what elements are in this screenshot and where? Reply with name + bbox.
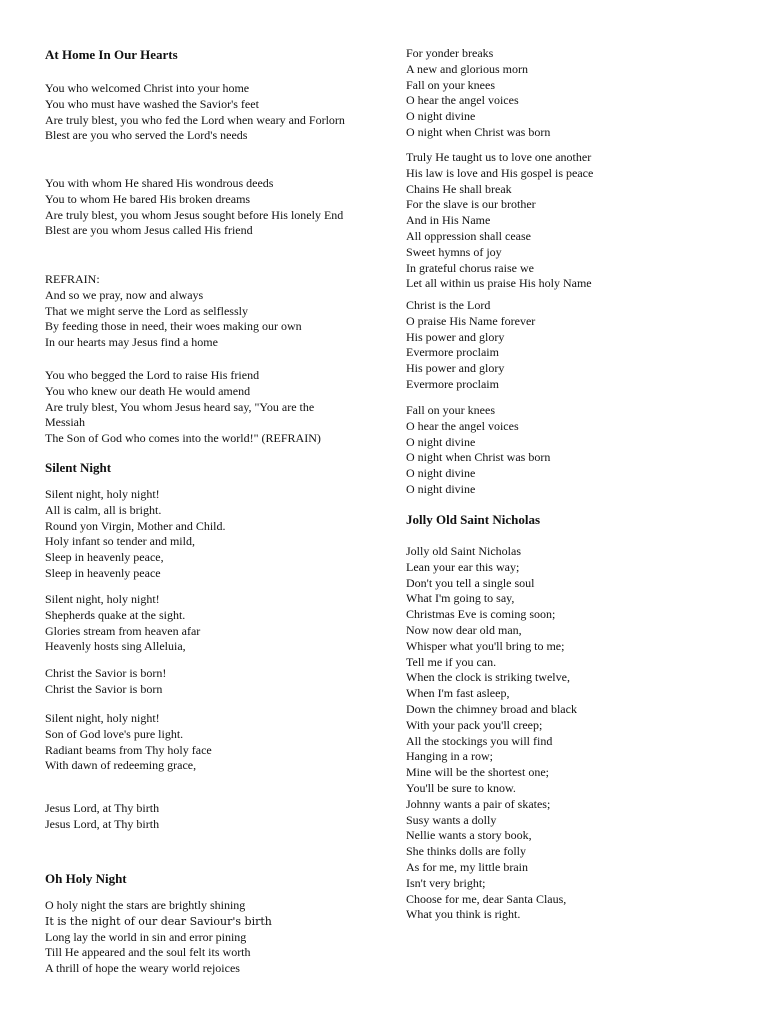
stanza: [45, 801, 345, 833]
lyric-line: Round yon Virgin, Mother and Child.: [45, 518, 226, 533]
lyric-line: Fall on your knees: [406, 403, 495, 417]
lyric-line: Tell me if you can.: [406, 654, 497, 669]
stanza: [406, 150, 726, 292]
lyric-line: O night divine: [406, 434, 476, 449]
lyric-line: Heavenly hosts sing Alleluia,: [45, 639, 186, 654]
lyric-line: O night divine: [406, 109, 476, 124]
stanza: [406, 298, 726, 393]
lyric-line: Sleep in heavenly peace,: [45, 550, 164, 565]
lyric-line: O hear the angel voices: [406, 418, 519, 433]
lyric-line: When I'm fast asleep,: [406, 686, 510, 701]
lyric-line: What I'm going to say,: [406, 591, 515, 606]
lyric-line: Silent night, holy night!: [45, 487, 160, 501]
lyric-line: His power and glory: [406, 329, 505, 344]
lyric-line: Choose for me, dear Santa Claus,: [406, 891, 567, 906]
lyric-line: A thrill of hope the weary world rejoices: [45, 961, 240, 976]
song-title-at-home: At Home In Our Hearts: [45, 47, 178, 62]
lyric-line: Radiant beams from Thy holy face: [45, 742, 212, 757]
lyric-line: In our hearts may Jesus find a home: [45, 335, 218, 350]
lyric-line: For the slave is our brother: [406, 197, 536, 212]
lyric-line: O night divine: [406, 466, 476, 481]
lyric-line: Are truly blest, you whom Jesus sought before His lonely End: [45, 207, 344, 222]
lyric-line: Son of God love's pure light.: [45, 726, 184, 741]
lyric-line: O night when Christ was born: [406, 124, 551, 139]
lyric-line: You to whom He bared His broken dreams: [45, 191, 251, 206]
lyric-line: Johnny wants a pair of skates;: [406, 796, 551, 811]
lyric-line: As for me, my little brain: [406, 859, 528, 874]
lyric-line: Fall on your knees: [406, 77, 495, 92]
lyric-line: You with whom He shared His wondrous deeds: [45, 176, 274, 190]
lyric-line: You who must have washed the Savior's feet: [45, 96, 259, 111]
stanza: [45, 81, 345, 144]
lyric-line: Are truly blest, you who fed the Lord when weary and Forlorn: [45, 112, 345, 127]
lyric-line: Susy wants a dolly: [406, 812, 497, 827]
lyric-line: That we might serve the Lord as selflessly: [45, 303, 248, 318]
lyric-line: All the stockings you will find: [406, 733, 553, 748]
lyric-line: Christ is the Lord: [406, 298, 491, 312]
stanza: [406, 46, 726, 141]
lyric-line: Silent night, holy night!: [45, 592, 160, 606]
lyric-line: And so we pray, now and always: [45, 287, 204, 302]
stanza: [45, 176, 345, 239]
lyric-line: Jolly old Saint Nicholas: [406, 544, 521, 558]
lyric-line: Evermore proclaim: [406, 345, 499, 360]
lyric-line: Christ the Savior is born: [45, 681, 163, 696]
lyric-line: The Son of God who comes into the world!" (REFRAIN): [45, 431, 321, 446]
lyric-line: His law is love and His gospel is peace: [406, 165, 594, 180]
stanza: [45, 272, 345, 351]
stanza: [45, 898, 345, 977]
song-title-oh-holy-night: Oh Holy Night: [45, 871, 127, 886]
lyric-line: You who welcomed Christ into your home: [45, 81, 250, 95]
lyric-line: Are truly blest, You whom Jesus heard say, "You are the Messiah: [45, 399, 315, 430]
lyric-line: Glories stream from heaven afar: [45, 623, 201, 638]
lyric-line: Silent night, holy night!: [45, 711, 160, 725]
lyric-line: Nellie wants a story book,: [406, 828, 532, 843]
stanza: [45, 487, 345, 582]
lyric-line: With dawn of redeeming grace,: [45, 758, 197, 773]
lyric-line: Let all within us praise His holy Name: [406, 276, 592, 291]
song-title-jolly-old-saint-nicholas: Jolly Old Saint Nicholas: [406, 512, 540, 527]
lyric-line: Mine will be the shortest one;: [406, 765, 549, 780]
lyric-line: Long lay the world in sin and error pining: [45, 929, 247, 944]
lyric-line: Blest are you whom Jesus called His friend: [45, 223, 253, 238]
lyric-line: Blest are you who served the Lord's needs: [45, 128, 248, 143]
lyric-line: For yonder breaks: [406, 46, 494, 60]
lyric-line: By feeding those in need, their woes making our own: [45, 319, 302, 334]
lyric-line: O night when Christ was born: [406, 450, 551, 465]
lyric-line: Holy infant so tender and mild,: [45, 534, 195, 549]
lyric-line: Till He appeared and the soul felt its worth: [45, 945, 251, 960]
lyric-line: Sweet hymns of joy: [406, 244, 502, 259]
stanza: [45, 368, 345, 447]
lyric-line: Lean your ear this way;: [406, 559, 520, 574]
stanza: [406, 544, 726, 923]
stanza: [45, 711, 345, 774]
lyric-line: Truly He taught us to love one another: [406, 150, 592, 164]
lyric-line: Chains He shall break: [406, 181, 512, 196]
lyric-line: It is the night of our dear Saviour's birth: [45, 914, 272, 928]
lyric-line: When the clock is striking twelve,: [406, 670, 570, 685]
lyric-line: Don't you tell a single soul: [406, 575, 535, 590]
lyric-line: Isn't very bright;: [406, 875, 486, 890]
lyric-line: All oppression shall cease: [406, 228, 531, 243]
lyric-line: O holy night the stars are brightly shining: [45, 898, 246, 912]
lyric-line: A new and glorious morn: [406, 61, 528, 76]
song-title-silent-night: Silent Night: [45, 460, 112, 475]
lyric-line: Sleep in heavenly peace: [45, 565, 161, 580]
lyric-line: Down the chimney broad and black: [406, 701, 577, 716]
lyric-line: All is calm, all is bright.: [45, 502, 162, 517]
lyric-line: You who knew our death He would amend: [45, 383, 251, 398]
lyric-line: You'll be sure to know.: [406, 780, 516, 795]
lyric-line: Jesus Lord, at Thy birth: [45, 816, 160, 831]
lyric-line: O hear the angel voices: [406, 93, 519, 108]
lyric-line: Christmas Eve is coming soon;: [406, 607, 556, 622]
lyric-line: O night divine: [406, 481, 476, 496]
lyric-line: Christ the Savior is born!: [45, 666, 167, 680]
lyric-line: You who begged the Lord to raise His friend: [45, 368, 260, 382]
lyric-line: Jesus Lord, at Thy birth: [45, 801, 160, 815]
lyric-line: REFRAIN:: [45, 272, 100, 286]
stanza: [45, 666, 345, 698]
stanza: [45, 592, 345, 655]
lyric-line: Now now dear old man,: [406, 622, 522, 637]
lyric-line: In grateful chorus raise we: [406, 260, 534, 275]
lyric-line: Shepherds quake at the sight.: [45, 607, 186, 622]
lyric-line: O praise His Name forever: [406, 313, 536, 328]
lyric-line: She thinks dolls are folly: [406, 844, 526, 859]
lyric-line: Whisper what you'll bring to me;: [406, 638, 565, 653]
stanza: [406, 403, 726, 498]
lyric-line: With your pack you'll creep;: [406, 717, 543, 732]
lyric-line: What you think is right.: [406, 907, 521, 922]
lyric-line: Hanging in a row;: [406, 749, 493, 764]
lyric-line: His power and glory: [406, 361, 505, 376]
lyric-line: Evermore proclaim: [406, 376, 499, 391]
lyric-line: And in His Name: [406, 213, 491, 228]
